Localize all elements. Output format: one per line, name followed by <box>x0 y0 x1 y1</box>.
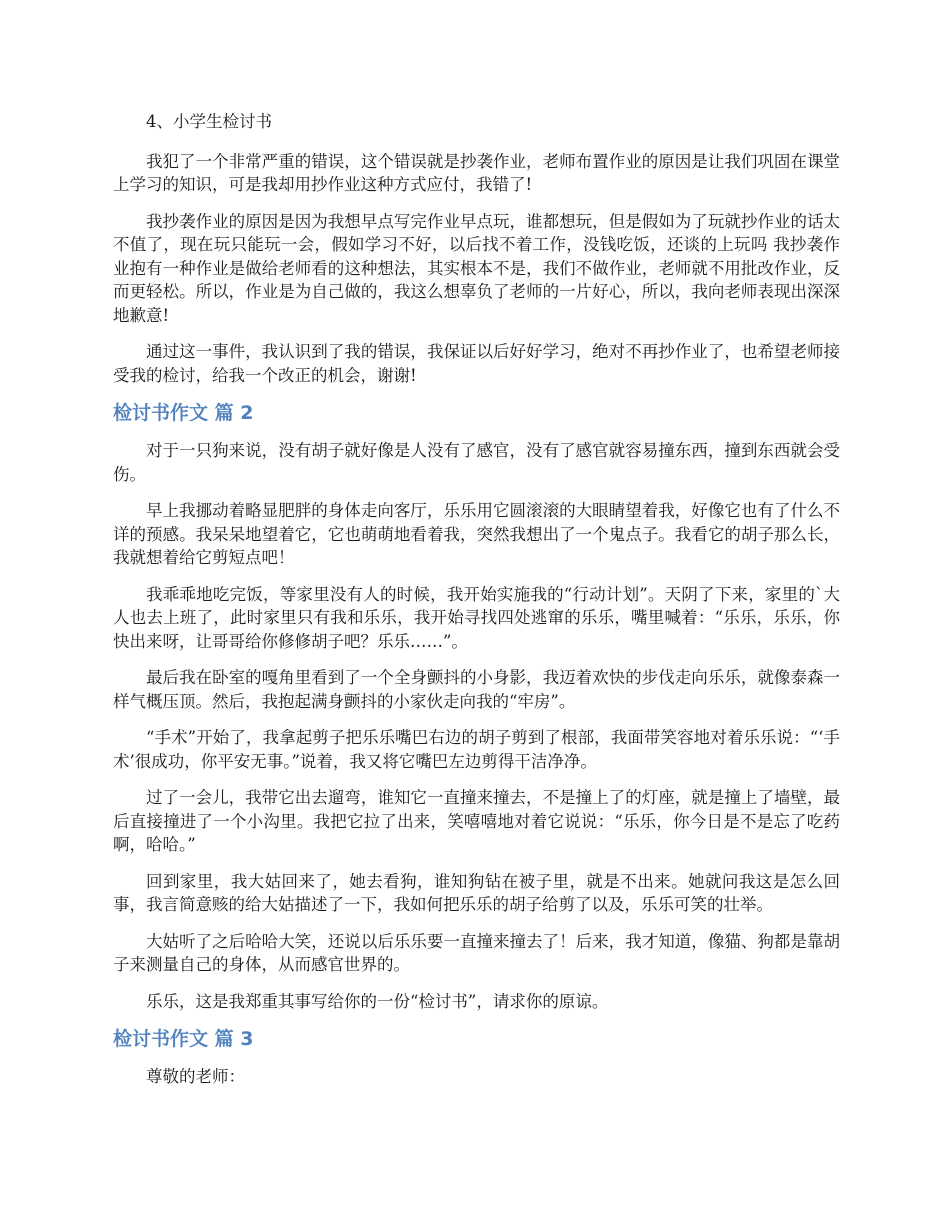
section-2 <box>113 400 840 1013</box>
paragraph: 我犯了一个非常严重的错误，这个错误就是抄袭作业，老师布置作业的原因是让我们巩固在课堂上学习的知识，可是我却用抄作业这种方式应付，我错了! <box>113 151 840 194</box>
paragraph: 最后我在卧室的嘎角里看到了一个全身颤抖的小身影，我迈着欢快的步伐走向乐乐，就像泰森一样气概压顶。然后，我抱起满身颤抖的小家伙走向我的“牢房”。 <box>113 668 840 711</box>
section-heading: 检讨书作文 篇 3 <box>113 1028 254 1050</box>
paragraph: 回到家里，我大姑回来了，她去看狗，谁知狗钻在被子里，就是不出来。她就问我这是怎么回事，我言简意赅的给大姑描述了一下，我如何把乐乐的胡子给剪了以及，乐乐可笑的壮举。 <box>113 871 840 914</box>
salutation: 尊敬的老师： <box>146 1067 245 1086</box>
paragraph: 对于一只狗来说，没有胡子就好像是人没有了感官，没有了感官就容易撞东西，撞到东西就会受伤。 <box>113 441 840 484</box>
section-3 <box>113 1026 840 1089</box>
paragraph: 我乖乖地吃完饭，等家里没有人的时候，我开始实施我的“行动计划”。天阴了下来，家里的`大人也去上班了，此时家里只有我和乐乐，我开始寻找四处逃窜的乐乐，嘴里喊着：“乐乐，乐乐，你快出来呀，让哥哥给你修修胡子吧？乐乐……”。 <box>113 584 840 651</box>
section-1 <box>113 150 840 388</box>
section-heading: 检讨书作文 篇 2 <box>113 402 254 424</box>
paragraph: 过了一会儿，我带它出去遛弯，谁知它一直撞来撞去，不是撞上了的灯座，就是撞上了墙壁，最后直接撞进了一个小沟里。我把它拉了出来，笑嘻嘻地对着它说说：“乐乐，你今日是不是忘了吃药啊，哈哈。” <box>113 788 840 854</box>
paragraph: 大姑听了之后哈哈大笑，还说以后乐乐要一直撞来撞去了！后来，我才知道，像猫、狗都是靠胡子来测量自己的身体，从而感官世界的。 <box>113 931 840 974</box>
item-title: 4、小学生检讨书 <box>146 112 272 131</box>
paragraph: 通过这一事件，我认识到了我的错误，我保证以后好好学习，绝对不再抄作业了，也希望老师接受我的检讨，给我一个改正的机会，谢谢! <box>113 342 840 385</box>
paragraph: 乐乐，这是我郑重其事写给你的一份“检讨书”，请求你的原谅。 <box>146 991 609 1011</box>
document-page <box>113 110 840 1102</box>
paragraph: “手术”开始了，我拿起剪子把乐乐嘴巴右边的胡子剪到了根部，我面带笑容地对着乐乐说：“‘手术’很成功，你平安无事。”说着，我又将它嘴巴左边剪得干洁净净。 <box>113 728 840 771</box>
paragraph: 早上我挪动着略显肥胖的身体走向客厅，乐乐用它圆滚滚的大眼睛望着我，好像它也有了什么不详的预感。我呆呆地望着它，它也萌萌地看着我，突然我想出了一个鬼点子。我看它的胡子那么长，我就想着给它剪短点吧！ <box>113 501 840 567</box>
paragraph: 我抄袭作业的原因是因为我想早点写完作业早点玩，谁都想玩，但是假如为了玩就抄作业的话太不值了，现在玩只能玩一会，假如学习不好，以后找不着工作，没钱吃饭，还谈的上玩吗 我抄袭作业抱有一种作业是做给老师看的这种想法，其实根本不是，我们不做作业，老师就不用批改作业，反而更轻松。所以，作业是为自己做的，我这么想辜负了老师的一片好心，所以，我向老师表现出深深地歉意! <box>113 211 840 325</box>
